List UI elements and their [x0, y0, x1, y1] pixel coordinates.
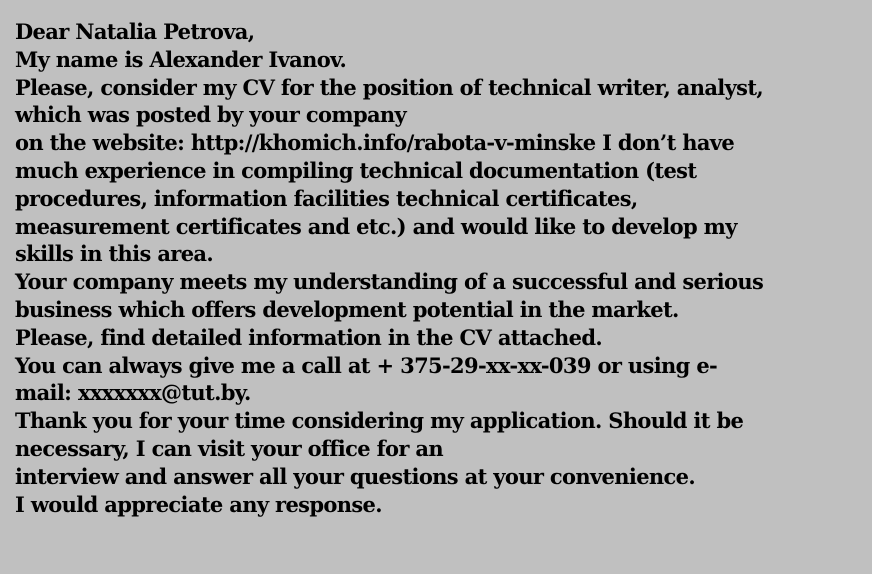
letter-line: Thank you for your time considering my application. Should it be — [15, 408, 744, 434]
letter-line: You can always give me a call at + 375-29-xx-xx-039 or using e- — [15, 352, 718, 378]
letter-line: skills in this area. — [15, 241, 214, 267]
letter-line: interview and answer all your questions at your convenience. — [15, 463, 696, 489]
letter-line: on the website: http://khomich.info/rabota-v-minske I don’t have — [15, 130, 735, 156]
letter-line: My name is Alexander Ivanov. — [15, 46, 347, 72]
letter-line: business which offers development potential in the market. — [15, 296, 679, 322]
letter-line: mail: xxxxxxx@tut.by. — [15, 380, 251, 406]
letter-line: procedures, information facilities technical certificates, — [15, 185, 638, 211]
salutation: Dear Natalia Petrova, — [15, 19, 255, 44]
letter-line: Your company meets my understanding of a successful and serious — [15, 269, 764, 295]
letter-line: necessary, I can visit your office for an — [15, 435, 444, 461]
letter-line: much experience in compiling technical documentation (test — [15, 157, 697, 183]
letter-line: measurement certificates and etc.) and would like to develop my — [15, 213, 737, 239]
cover-letter — [15, 18, 865, 518]
closing-line: I would appreciate any response. — [15, 491, 382, 517]
letter-line: Please, find detailed information in the CV attached. — [15, 324, 603, 350]
letter-line: Please, consider my CV for the position of technical writer, analyst, — [15, 74, 764, 100]
letter-line: which was posted by your company — [15, 102, 407, 128]
